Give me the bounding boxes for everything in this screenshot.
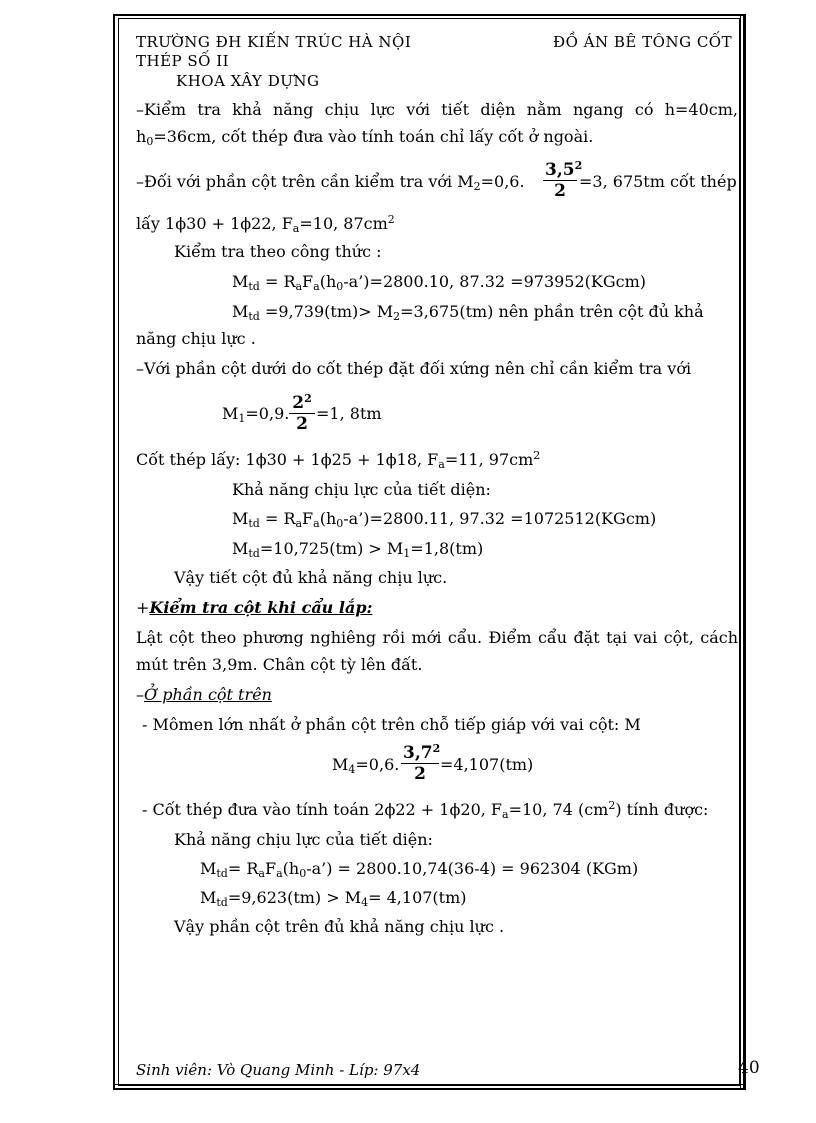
formula-2: $M_{td} =9,739(tm)> M_2=3,675(tm)$ nên phần trên cột đủ khả xyxy=(232,302,704,323)
paragraph-1-line-1: –Kiểm tra khả năng chịu lực với tiết diện nằm ngang có h=40cm, xyxy=(136,100,738,119)
formula-m1-end: =1, 8tm xyxy=(316,404,382,423)
paragraph-1-line-2: $h_0=36cm$, cốt thép đưa vào tính toán chỉ lấy cốt ở ngoài. xyxy=(136,127,594,148)
paragraph-12: Khả năng chịu lực của tiết diện: xyxy=(174,830,433,849)
page-shadow-right xyxy=(740,14,746,1090)
paragraph-6: Cốt thép lấy: 1ϕ30 + 1ϕ25 + 1ϕ18, $F_a=11$, $97cm^2$ xyxy=(136,449,541,471)
header-faculty: KHOA XÂY DỰNG xyxy=(176,72,320,90)
paragraph-3: lấy 1ϕ30 + 1ϕ22, $F_a=10$, $87cm^2$ xyxy=(136,213,395,235)
paragraph-4: Kiểm tra theo công thức : xyxy=(174,242,382,261)
paragraph-13: Vậy phần cột trên đủ khả năng chịu lực . xyxy=(174,917,505,936)
header-project: ĐỒ ÁN BÊ TÔNG CỐT xyxy=(553,33,733,51)
fraction-3-5-squared: $\frac{3,5^2}{2}$ xyxy=(545,159,583,201)
formula-2-line-2: năng chịu lực . xyxy=(136,329,256,348)
footer-student: Sinh viên: Vò Quang Minh - Líp: 97x4 xyxy=(136,1061,421,1079)
formula-5: $M_{td}=$ $R_aF_a(h_0-a’) = 2800.10,74(36-4) = 962304$ (KGm) xyxy=(200,859,639,880)
formula-1: $M_{td}$ = $R_aF_a(h_0-a’)=2800.10$, 87.32 =973952(KGcm) xyxy=(232,272,647,293)
fraction-3-7-squared: $\frac{3,7^2}{2}$ xyxy=(403,742,441,784)
formula-3: $M_{td}$ = $R_aF_a(h_0-a’)=2800.11$, 97.32 =1072512(KGcm) xyxy=(232,509,657,530)
paragraph-5: –Với phần cột dưới do cốt thép đặt đối xứng nên chỉ cần kiểm tra với xyxy=(136,359,692,378)
formula-m4-end: =4,107(tm) xyxy=(440,755,534,774)
fraction-2-squared: $\frac{2^2}{2}$ xyxy=(289,393,315,434)
paragraph-7: Khả năng chịu lực của tiết diện: xyxy=(232,480,491,499)
subsection-heading-upper-column: –Ở phần cột trên xyxy=(136,685,272,704)
paragraph-2-end: =3, 675tm cốt thép xyxy=(579,172,737,191)
paragraph-8: Vậy tiết cột đủ khả năng chịu lực. xyxy=(174,568,448,587)
header-school: TRƯỜNG ĐH KIẾN TRÚC HÀ NỘI xyxy=(136,33,412,51)
paragraph-10: - Mômen lớn nhất ở phần cột trên chỗ tiếp giáp với vai cột: M xyxy=(142,715,641,734)
formula-m1-start: $M_1=0,9$. xyxy=(222,404,290,425)
paragraph-9-line-2: mút trên 3,9m. Chân cột tỳ lên đất. xyxy=(136,655,423,674)
formula-m4-start: $M_4=0,6$. xyxy=(332,755,400,776)
page-number: 40 xyxy=(738,1058,760,1078)
section-heading-crane-check: +Kiểm tra cột khi cẩu lắp: xyxy=(136,598,373,617)
page-shadow-bottom xyxy=(113,1084,746,1090)
paragraph-2-start: –Đối với phần cột trên cần kiểm tra với $M_2=0,6$. xyxy=(136,172,525,193)
header-project-cont: THÉP SỐ II xyxy=(136,52,230,70)
paragraph-11: - Cốt thép đưa vào tính toán 2ϕ22 + 1ϕ20, $F_a=10$, 74 $(cm^2)$ tính được: xyxy=(142,799,709,821)
paragraph-9-line-1: Lật cột theo phương nghiêng rồi mới cẩu. Điểm cẩu đặt tại vai cột, cách xyxy=(136,628,738,647)
formula-6: $M_{td}=9,623(tm) > M_4= 4,107(tm)$ xyxy=(200,888,467,909)
formula-4: $M_{td}=10,725(tm) > M_1=1,8(tm)$ xyxy=(232,539,484,560)
